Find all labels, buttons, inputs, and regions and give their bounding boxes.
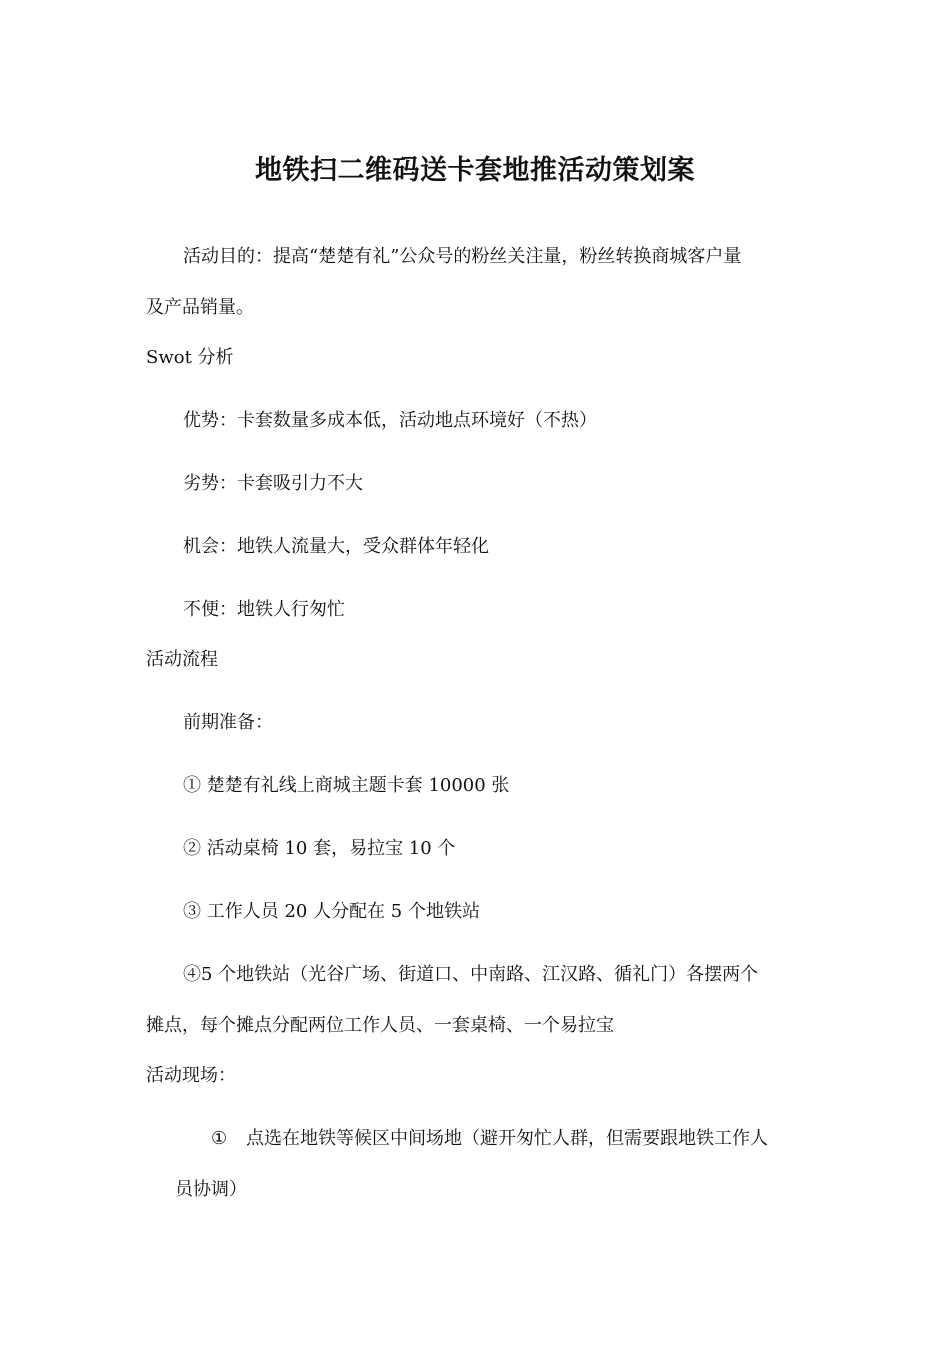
purpose-line-1: 活动目的：提高“楚楚有礼”公众号的粉丝关注量，粉丝转换商城客户量: [183, 246, 742, 267]
prep-item-1: ① 楚楚有礼线上商城主题卡套 10000 张: [183, 775, 510, 796]
swot-threat: 不便：地铁人行匆忙: [183, 599, 345, 620]
swot-weakness: 劣势：卡套吸引力不大: [183, 473, 363, 494]
prep-heading: 前期准备：: [183, 712, 273, 733]
flow-heading: 活动流程: [146, 649, 218, 670]
onsite-heading: 活动现场：: [146, 1065, 236, 1086]
onsite-item-1-line-2: 员协调）: [175, 1179, 247, 1200]
swot-opportunity: 机会：地铁人流量大，受众群体年轻化: [183, 536, 489, 557]
prep-item-2: ② 活动桌椅 10 套，易拉宝 10 个: [183, 838, 456, 859]
swot-heading: Swot 分析: [146, 347, 234, 368]
prep-item-4-line-1: ④5 个地铁站（光谷广场、街道口、中南路、江汉路、循礼门）各摆两个: [183, 964, 759, 985]
purpose-line-2: 及产品销量。: [146, 297, 254, 318]
swot-strength: 优势：卡套数量多成本低，活动地点环境好（不热）: [183, 410, 597, 431]
document-title: 地铁扫二维码送卡套地推活动策划案: [255, 155, 695, 186]
prep-item-4-line-2: 摊点，每个摊点分配两位工作人员、一套桌椅、一个易拉宝: [146, 1015, 614, 1036]
prep-item-3: ③ 工作人员 20 人分配在 5 个地铁站: [183, 901, 480, 922]
onsite-item-1-line-1: 点选在地铁等候区中间场地（避开匆忙人群，但需要跟地铁工作人: [246, 1128, 768, 1149]
onsite-item-1-marker: ①: [211, 1128, 228, 1149]
